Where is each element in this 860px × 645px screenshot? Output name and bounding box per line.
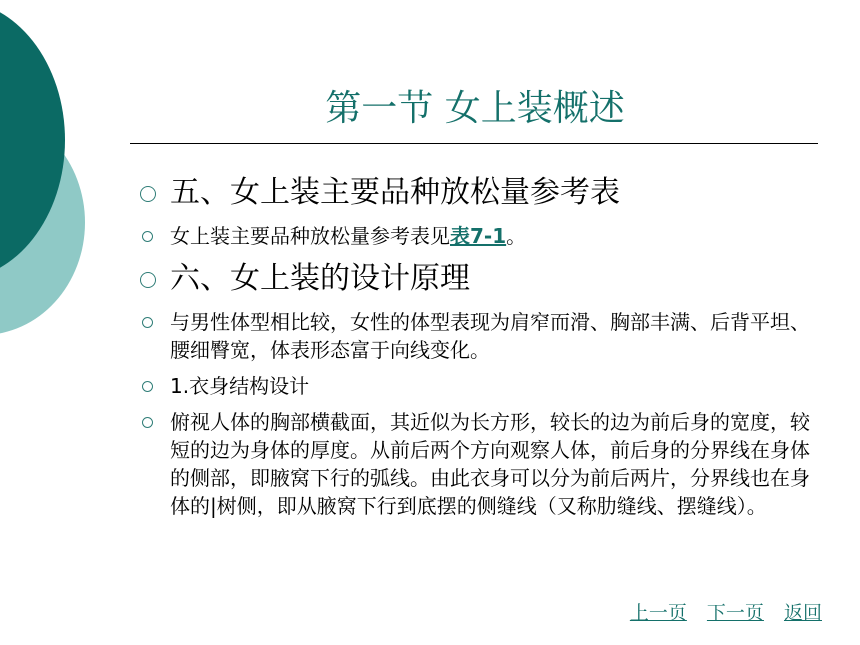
item-text: 与男性体型相比较，女性的体型表现为肩窄而滑、胸部丰满、后背平坦、腰细臀宽，体表形态富于向线变化。 [170,310,810,362]
list-item-body-structure [140,408,820,520]
table-7-1-link[interactable]: 表7-1 [450,224,507,248]
list-item-table-ref [140,222,820,250]
circle-bullet-icon [142,231,153,242]
circle-bullet-icon [140,186,156,202]
item-text: 五、女上装主要品种放松量参考表 [170,175,620,210]
circle-bullet-icon [140,272,156,288]
circle-bullet-icon [142,381,153,392]
item-text: 六、女上装的设计原理 [170,261,470,296]
circle-bullet-icon [142,417,153,428]
item-text: 女上装主要品种放松量参考表见 [170,224,450,248]
slide-title: 第一节 女上装概述 [325,88,625,129]
circle-bullet-icon [142,317,153,328]
slide-navigation [616,598,822,625]
list-item-subheading [140,372,820,400]
item-text: 俯视人体的胸部横截面，其近似为长方形，较长的边为前后身的宽度，较短的边为身体的厚度。从前后两个方向观察人体，前后身的分界线在身体的侧部，即腋窝下行的弧线。由此衣身可以分为前后两片，分界线也在身体的|树侧，即从腋窝下行到底摆的侧缝线（又称肋缝线、摆缝线）。 [170,410,810,518]
title-divider [130,143,818,144]
slide-content [140,172,820,528]
list-item-heading-5 [140,172,820,214]
prev-page-link[interactable]: 上一页 [629,602,687,624]
list-item-body-shape [140,308,820,364]
list-item-heading-6 [140,258,820,300]
item-suffix: 。 [506,224,527,248]
item-text: 1.衣身结构设计 [170,374,310,398]
next-page-link[interactable]: 下一页 [706,602,764,624]
back-link[interactable]: 返回 [783,602,822,624]
